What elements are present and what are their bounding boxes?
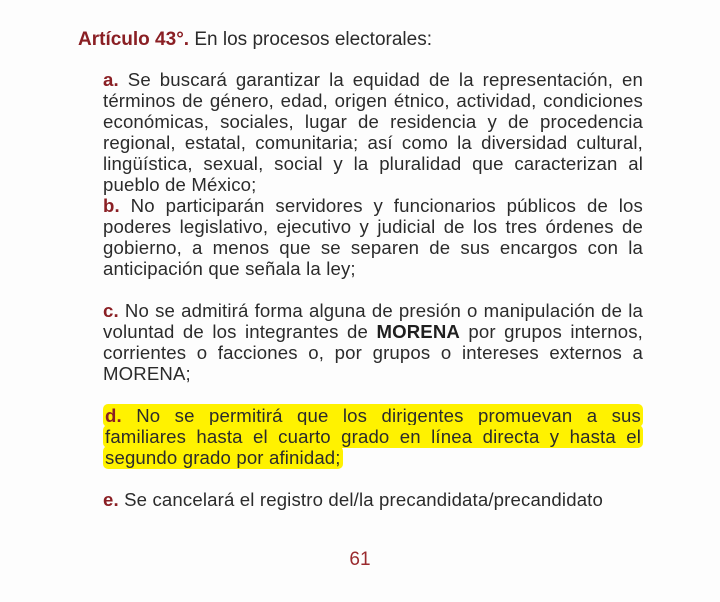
clause-e	[103, 489, 643, 510]
page-number: 61	[349, 549, 371, 570]
clause-c	[103, 300, 643, 384]
clause-c-letter: c.	[103, 300, 119, 321]
clause-a-text: Se buscará garantizar la equidad de la representación, en términos de género, edad, origen étnico, actividad, condiciones económicas, sociales, lugar de residencia y de procedencia regional, estatal, comunitaria; así como la diversidad cultural, lingüística, sexual, social y la pluralidad que caracterizan al pueblo de México;	[103, 69, 643, 195]
clause-b-letter: b.	[103, 195, 120, 216]
clause-c-text-before: No se admitirá forma alguna de presión o manipulación de la voluntad de los integrantes de	[103, 300, 643, 342]
article-heading	[78, 28, 432, 52]
clause-d	[103, 405, 643, 468]
article-intro: En los procesos electorales:	[189, 29, 432, 50]
clause-d-highlight	[103, 404, 643, 469]
clause-b	[103, 195, 643, 279]
article-body	[103, 69, 643, 510]
article-number: Artículo 43°.	[78, 29, 190, 50]
clause-d-letter: d.	[105, 405, 122, 426]
clause-c-party-name: MORENA	[376, 321, 460, 342]
paragraph-spacer	[103, 279, 643, 300]
clause-a	[103, 69, 643, 195]
clause-c-text-after: por grupos internos, corrientes o facciones o, por grupos o intereses externos a MORENA;	[103, 321, 643, 384]
clause-d-text: No se permitirá que los dirigentes promuevan a sus familiares hasta el cuarto grado en línea directa y hasta el segundo grado por afinidad;	[105, 405, 641, 468]
paragraph-spacer	[103, 468, 643, 489]
clause-a-letter: a.	[103, 69, 119, 90]
paragraph-spacer	[103, 384, 643, 405]
clause-e-text: Se cancelará el registro del/la precandidata/precandidato	[118, 489, 603, 510]
clause-b-text: No participarán servidores y funcionarios públicos de los poderes legislativo, ejecutivo y judicial de los tres órdenes de gobierno, a menos que se separen de sus encargos con la anticipación que señala la ley;	[103, 195, 643, 279]
clause-e-letter: e.	[103, 489, 119, 510]
